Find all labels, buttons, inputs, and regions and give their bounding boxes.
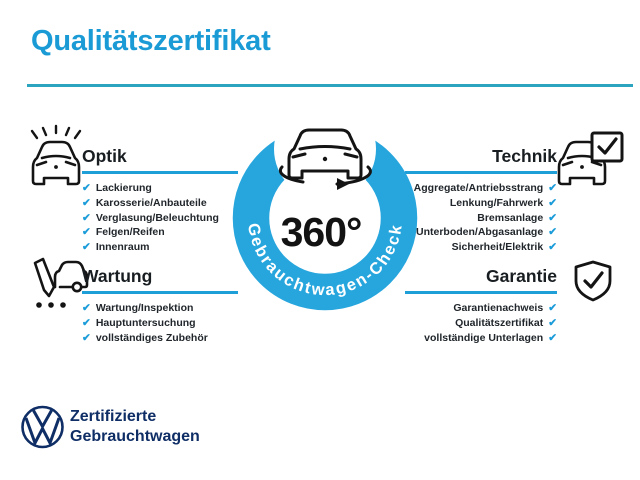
badge-ring-label: Gebrauchtwagen-Check <box>243 221 406 300</box>
checklist-item <box>82 181 238 196</box>
checklist-item <box>82 301 238 316</box>
checklist-item <box>82 331 238 346</box>
wartung-checklist <box>82 301 238 345</box>
check-icon: ✔ <box>82 241 91 254</box>
sparkling-car-icon <box>26 124 86 190</box>
check-icon: ✔ <box>82 316 91 329</box>
item-label: Bremsanlage <box>477 211 544 224</box>
section-title-garantie: Garantie <box>405 267 557 294</box>
check-icon: ✔ <box>82 211 91 224</box>
checklist-item <box>82 211 238 226</box>
item-label: Lackierung <box>95 182 152 194</box>
badge-360-check <box>222 103 428 333</box>
item-label: Hauptuntersuchung <box>95 316 196 329</box>
car-checkbox-icon <box>553 126 627 190</box>
check-icon: ✔ <box>548 331 557 344</box>
section-optik <box>82 147 238 255</box>
section-title-technik: Technik <box>405 147 557 174</box>
check-icon: ✔ <box>548 226 557 239</box>
item-label: vollständige Unterlagen <box>424 331 544 344</box>
item-label: Karosserie/Anbauteile <box>95 196 207 209</box>
item-label: Verglasung/Beleuchtung <box>95 211 219 224</box>
item-label: Aggregate/Antriebsstrang <box>413 182 544 194</box>
item-label: Unterboden/Abgasanlage <box>416 226 544 239</box>
shield-check-icon <box>570 258 614 304</box>
brand-claim <box>70 407 200 447</box>
checklist-item <box>82 225 238 240</box>
item-label: Lenkung/Fahrwerk <box>449 196 544 209</box>
item-label: Garantienachweis <box>453 302 544 314</box>
check-icon: ✔ <box>548 182 557 194</box>
check-icon: ✔ <box>548 196 557 209</box>
check-icon: ✔ <box>82 302 91 314</box>
item-label: Qualitätszertifikat <box>455 316 544 329</box>
page-title: Qualitätszertifikat <box>31 25 271 57</box>
brand-line-1: Zertifizierte <box>70 408 157 425</box>
item-label: Felgen/Reifen <box>95 226 165 239</box>
check-icon: ✔ <box>82 226 91 239</box>
item-label: Innenraum <box>95 241 150 254</box>
check-icon: ✔ <box>82 331 91 344</box>
vw-logo <box>19 403 67 451</box>
check-icon: ✔ <box>82 196 91 209</box>
section-title-optik: Optik <box>82 147 238 174</box>
item-label: Sicherheit/Elektrik <box>451 241 544 254</box>
check-icon: ✔ <box>548 211 557 224</box>
check-icon: ✔ <box>548 302 557 314</box>
check-icon: ✔ <box>548 241 557 254</box>
badge-degrees: 360° <box>280 209 362 255</box>
section-wartung <box>82 267 238 345</box>
check-icon: ✔ <box>82 182 91 194</box>
badge-ring-notch <box>274 103 376 200</box>
checklist-item <box>82 196 238 211</box>
brand-line-2: Gebrauchtwagen <box>70 428 200 445</box>
item-label: vollständiges Zubehör <box>95 331 208 344</box>
item-label: Wartung/Inspektion <box>95 302 194 314</box>
check-icon: ✔ <box>548 316 557 329</box>
checklist-item <box>82 240 238 255</box>
title-divider <box>27 84 633 87</box>
section-title-wartung: Wartung <box>82 267 238 294</box>
checklist-item <box>82 316 238 331</box>
optik-checklist <box>82 181 238 255</box>
